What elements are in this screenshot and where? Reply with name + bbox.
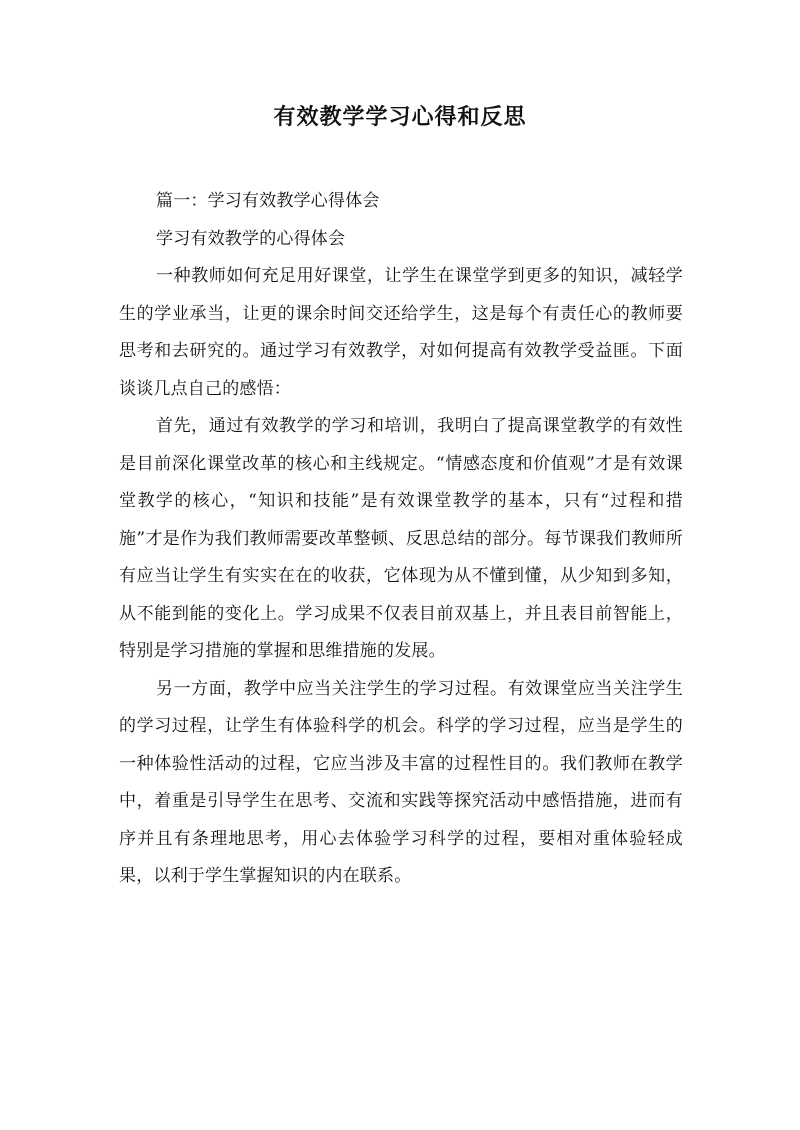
- document-body: [119, 183, 683, 896]
- paragraph-1: 一种教师如何充足用好课堂，让学生在课堂学到更多的知识，减轻学生的学业承当，让更的课余时间交还给学生，这是每个有责任心的教师要思考和去研究的。通过学习有效教学，对如何提高有效教学受益匪。下面谈谈几点自己的感悟：: [119, 266, 683, 399]
- section-subtitle: 学习有效教学的心得体会: [156, 228, 346, 249]
- paragraph-3: 另一方面，教学中应当关注学生的学习过程。有效课堂应当关注学生的学习过程，让学生有体验科学的机会。科学的学习过程，应当是学生的一种体验性活动的过程，它应当涉及丰富的过程性目的。我们教师在教学中，着重是引导学生在思考、交流和实践等探究活动中感悟措施，进而有序并且有条理地思考，用心去体验学习科学的过程，要相对重体验轻成果，以利于学生掌握知识的内在联系。: [119, 678, 683, 886]
- document-title: 有效教学学习心得和反思: [273, 104, 527, 130]
- section-label: 篇一：学习有效教学心得体会: [156, 191, 380, 211]
- paragraph-2: 首先，通过有效教学的学习和培训，我明白了提高课堂教学的有效性是目前深化课堂改革的核心和主线规定。“情感态度和价值观”才是有效课堂教学的核心，“知识和技能”是有效课堂教学的基本，只有“过程和措施”才是作为我们教师需要改革整顿、反思总结的部分。每节课我们教师所有应当让学生有实实在在的收获，它体现为从不懂到懂，从少知到多知，从不能到能的变化上。学习成果不仅表目前双基上，并且表目前智能上，特别是学习措施的掌握和思维措施的发展。: [119, 416, 683, 661]
